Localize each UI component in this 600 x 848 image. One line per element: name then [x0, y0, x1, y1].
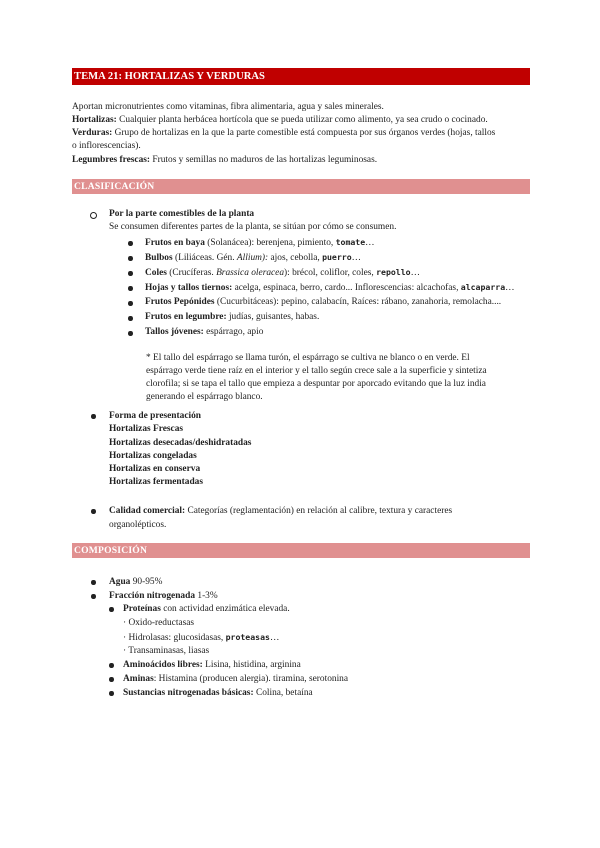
- item-text: 1-3%: [195, 591, 218, 601]
- bullet-icon: [91, 509, 96, 514]
- item-text: (Crucíferas.: [166, 268, 217, 278]
- bullet-icon: [109, 691, 114, 696]
- item-label: Bulbos: [145, 253, 173, 263]
- list-item: [123, 659, 301, 672]
- list-item: [145, 266, 420, 280]
- bullet-icon: [109, 663, 114, 668]
- bullet-icon: [91, 414, 96, 419]
- presentation-item: Hortalizas congeladas: [109, 451, 197, 461]
- document-title: TEMA 21: HORTALIZAS Y VERDURAS: [72, 68, 530, 85]
- presentation-item: Hortalizas desecadas/deshidratadas: [109, 438, 252, 448]
- list-item: [145, 326, 263, 339]
- bullet-icon: [109, 607, 114, 612]
- list-item: [109, 590, 218, 603]
- bullet-icon: [91, 580, 96, 585]
- item-tail: …: [505, 283, 515, 293]
- item-tail: …: [351, 253, 362, 263]
- bullet-icon: [109, 677, 114, 682]
- list-item: [123, 687, 313, 700]
- enzyme-item: [123, 631, 279, 645]
- item-italic: Brassica oleracea: [216, 268, 285, 278]
- presentation-item: Hortalizas fermentadas: [109, 477, 203, 487]
- item-text: Colina, betaína: [253, 688, 313, 698]
- handwritten-word: puerro: [322, 252, 352, 262]
- item-text: judías, guisantes, habas.: [226, 312, 320, 322]
- item-text: ): brécol, coliflor, coles,: [284, 268, 377, 278]
- handwritten-word: alcaparra: [460, 282, 506, 292]
- item-label: Fracción nitrogenada: [109, 591, 196, 601]
- calidad-line-cont: organolépticos.: [109, 520, 167, 530]
- item-label: Hojas y tallos tiernos:: [145, 283, 233, 293]
- item-label: Frutos Pepónides: [145, 297, 215, 307]
- calidad-line: [109, 505, 452, 518]
- item-italic: Allium):: [236, 253, 269, 263]
- list-item: [123, 673, 348, 686]
- item-text: con actividad enzimática elevada.: [160, 604, 290, 614]
- enzyme-item: · Oxido-reductasas: [123, 618, 195, 628]
- item-text: (Cucurbitáceas): pepino, calabacín, Raíces: rábano, zanahoria, remolacha....: [214, 297, 502, 307]
- item-label: Calidad comercial:: [109, 506, 186, 516]
- footnote-line: espárrago verde tiene raíz en el interior y el tallo según crece sale a la superficie y sintetiza: [146, 366, 487, 376]
- item-label: Agua: [109, 577, 131, 587]
- intro-line: Aportan micronutrientes como vitaminas, fibra alimentaria, agua y sales minerales.: [72, 102, 384, 112]
- item-text: (Liliáceas. Gén.: [172, 253, 237, 263]
- handwritten-word: repollo: [376, 267, 411, 277]
- bullet-icon: [128, 286, 133, 291]
- item-label: Aminoácidos libres:: [123, 660, 203, 670]
- term-label: Verduras:: [72, 128, 113, 138]
- handwritten-word: tomate: [335, 237, 366, 247]
- item-text: ajos, cebolla,: [268, 253, 323, 263]
- definition-legumbres: [72, 154, 532, 167]
- bullet-icon: [128, 331, 133, 336]
- bullet-icon: [128, 241, 133, 246]
- definition-hortalizas: [72, 114, 532, 127]
- definition-verduras-cont: o inflorescencias).: [72, 141, 141, 151]
- bullet-icon: [128, 316, 133, 321]
- item-text: : Histamina (producen alergia). tiramina, serotonina: [153, 674, 349, 684]
- list-item: [109, 576, 162, 589]
- footnote-line: generando el espárrago blanco.: [146, 392, 263, 402]
- presentation-item: Hortalizas Frescas: [109, 424, 184, 434]
- section-header-clasificacion: CLASIFICACIÓN: [72, 179, 530, 194]
- item-label: Coles: [145, 268, 167, 278]
- bullet-icon: [128, 301, 133, 306]
- item-tail: …: [410, 268, 420, 278]
- list-item: [145, 281, 515, 295]
- item-label: Sustancias nitrogenadas básicas:: [123, 688, 254, 698]
- list-item: [145, 251, 361, 265]
- list-item: [145, 296, 501, 309]
- item-text: Categorías (reglamentación) en relación al calibre, textura y caracteres: [185, 506, 453, 516]
- bullet-icon: [128, 271, 133, 276]
- footnote-line: * El tallo del espárrago se llama turón, el espárrago se cultiva ne blanco o en verde. El: [146, 353, 470, 363]
- term-text: Cualquier planta herbácea hortícola que se pueda utilizar como alimento, ya sea crudo o cocinado.: [116, 115, 488, 125]
- subsection-title: Por la parte comestibles de la planta: [109, 209, 255, 219]
- term-label: Hortalizas:: [72, 115, 117, 125]
- item-text: acelga, espinaca, berro, cardo... Inflorescencias: alcachofas,: [232, 283, 461, 293]
- handwritten-word: proteasas: [225, 632, 270, 642]
- list-item: [145, 236, 375, 250]
- term-text: Frutos y semillas no maduros de las hortalizas leguminosas.: [150, 155, 378, 165]
- item-label: Aminas: [123, 674, 154, 684]
- presentation-heading: Forma de presentación: [109, 411, 202, 421]
- footnote-line: clorofila; si se tapa el tallo que empieza a despuntar por aporcado evitando que la luz india: [146, 379, 486, 389]
- item-text: Lisina, histidina, arginina: [202, 660, 301, 670]
- presentation-item: Hortalizas en conserva: [109, 464, 201, 474]
- enzyme-item: · Transaminasas, liasas: [123, 646, 210, 656]
- section-header-composicion: COMPOSICIÓN: [72, 543, 530, 558]
- circle-bullet-icon: [90, 212, 97, 219]
- item-label: Tallos jóvenes:: [145, 327, 204, 337]
- item-label: Frutos en legumbre:: [145, 312, 227, 322]
- item-tail: …: [365, 238, 375, 248]
- list-item: [145, 311, 319, 324]
- term-text: Grupo de hortalizas en la que la parte comestible está compuesta por sus órganos verdes (hojas, tallos: [112, 128, 496, 138]
- bullet-icon: [128, 256, 133, 261]
- item-text: · Hidrolasas: glucosidasas,: [123, 633, 226, 643]
- subsection-description: Se consumen diferentes partes de la planta, se sitúan por cómo se consumen.: [109, 222, 397, 232]
- item-text: (Solanácea): berenjena, pimiento,: [204, 238, 336, 248]
- term-label: Legumbres frescas:: [72, 155, 151, 165]
- item-text: 90-95%: [130, 577, 163, 587]
- item-text: espárrago, apio: [203, 327, 264, 337]
- item-label: Proteínas: [123, 604, 161, 614]
- bullet-icon: [91, 594, 96, 599]
- item-label: Frutos en baya: [145, 238, 205, 248]
- item-tail: …: [269, 633, 280, 643]
- definition-verduras: [72, 127, 532, 140]
- list-item: [123, 603, 290, 616]
